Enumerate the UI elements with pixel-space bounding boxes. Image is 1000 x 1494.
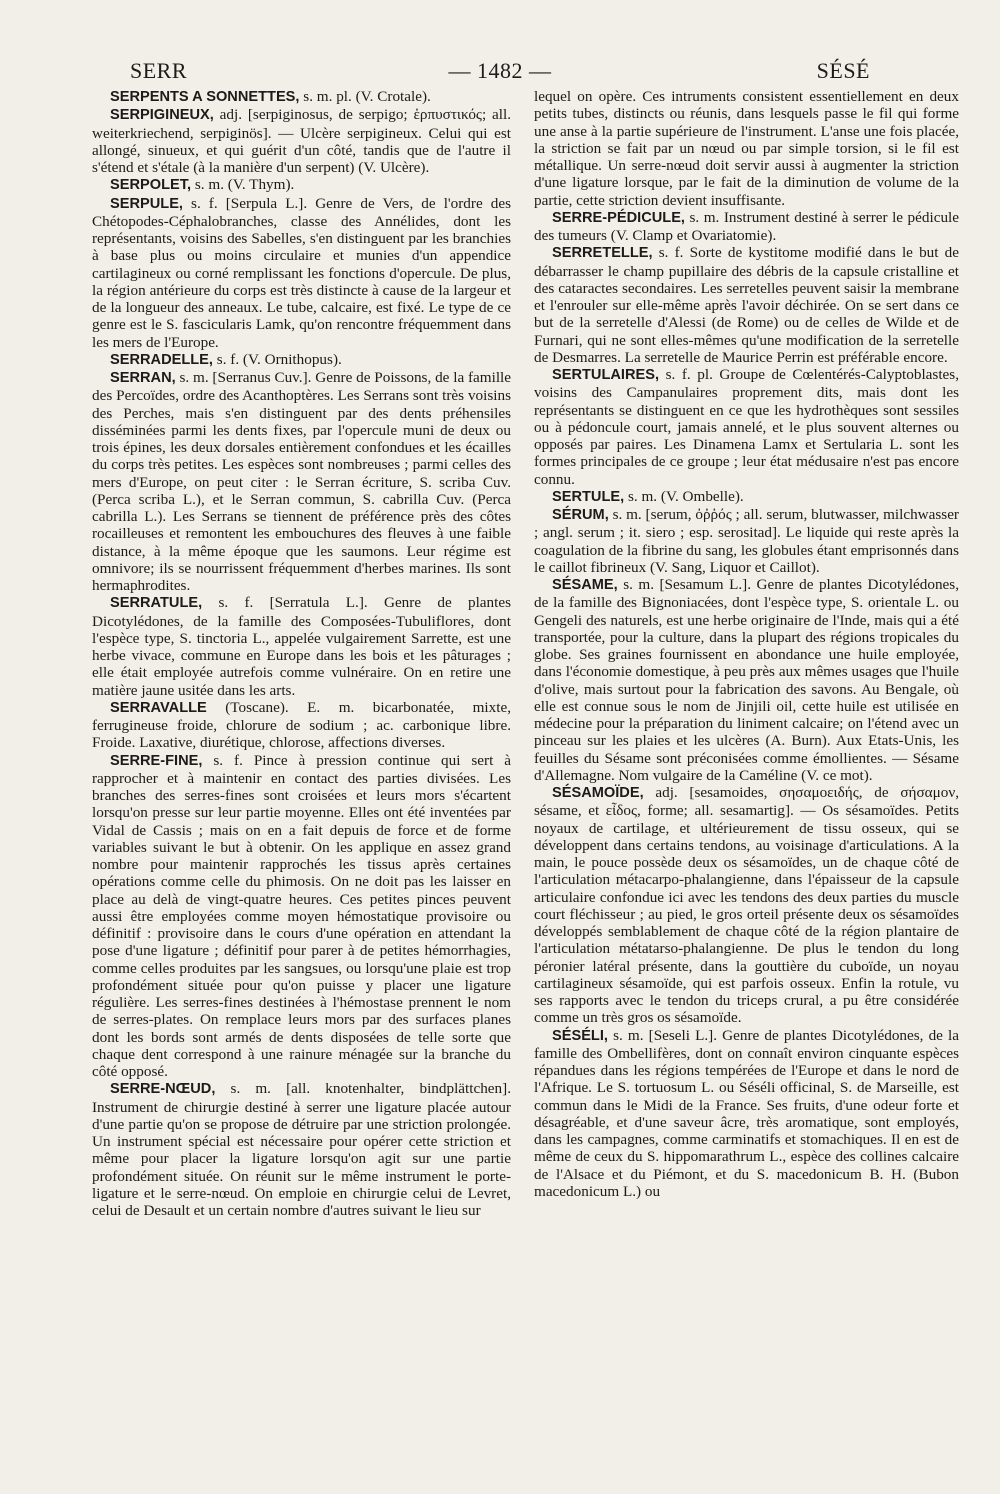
headword: SERPOLET, (110, 177, 192, 194)
definition: s. m. Instrument destiné à serrer le pédicule des tumeurs (V. Clamp et Ovariatomie). (534, 208, 959, 244)
right-column (534, 88, 959, 1200)
entry-serum (534, 506, 959, 576)
definition: s. f. [Serpula L.]. Genre de Vers, de l'ordre des Chétopodes-Céphalobranches, classe des Annélides, dont les représentants, voisins des Sabelles, s'en distinguent par les branchies à base plus ou moins circulaire et munies d'un appendice cartilagineux ou corné remplissant les fonctions d'opercule. De plus, la région antérieure du corps est très distincte à cause de la largeur et de la longueur des anneaux. Le tube, calcaire, est fixé. Le type de ce genre est le S. fascicularis Lamk, qu'on rencontre fréquemment dans les mers de l'Europe. (92, 194, 511, 351)
entry-serre-noeud (92, 1080, 511, 1219)
definition: s. m. (V. Ombelle). (627, 487, 744, 505)
entry-sertulaires (534, 366, 959, 488)
entry-serpents-a-sonnettes (92, 88, 511, 106)
headword: SERPENTS A SONNETTES, (110, 89, 300, 105)
headword: SERPIGINEUX, (110, 107, 214, 124)
running-header (130, 58, 870, 88)
entry-sertule (534, 488, 959, 506)
headword: SÉRUM, (552, 507, 609, 523)
definition: adj. [serpiginosus, de serpigo; ἑρπυστικός; all. weiterkriechend, serpiginös]. — Ulcère serpigineux. Celui qui est allongé, sinueux, et qui guérit d'un côté, tandis que de l'autre il s'étend et s'étale (à la manière d'un serpent) (V. Ulcère). (92, 106, 511, 176)
entry-serre-fine (92, 752, 511, 1081)
headword: SERRE-FINE, (110, 752, 203, 769)
entry-serpigineux (92, 106, 511, 176)
definition: s. f. pl. Groupe de Cœlentérés-Calyptoblastes, voisins des Campanulaires proprement dits, mais dont les représentants se distinguent en ce que les hydrothèques sont sessiles ou à pédoncule court, jamais annelé, et le plus souvent alternes ou opposés par paires. Les Dinamena Lamx et Sertularia L. sont les formes principales de ce groupe ; leur état médusaire n'est pas encore connu. (534, 366, 959, 488)
headword: SERRATULE, (110, 595, 203, 612)
headword: SERTULE, (552, 488, 625, 505)
definition: adj. [sesamoides, σησαμοειδής, de σήσαμον, sésame, et εἶδος, forme; all. sesamartig]. — Os sésamoïdes. Petits noyaux de cartilage, et ultérieurement de tissu osseux, qui se développent dans certains tendons, au voisinage d'articulations. A la main, le pouce possède deux os sésamoïdes, un de chaque côté de l'articulation métacarpo-phalangienne, dans l'épaisseur de la capsule articulaire confondue ici avec les tendons des deux parties du muscle court fléchisseur ; au pied, le gros orteil présente deux os sésamoïdes développés semblablement de chaque côté de la région plantaire de l'articulation métatarso-phalangienne. De plus le tendon du long péronier latéral présente, dans la gouttière du cuboïde, un noyau cartilagineux sésamoïde, qui est parfois osseux. Enfin la rotule, vu ses rapports avec le tendon du triceps crural, a pu être considérée comme un très gros os sésamoïde. (534, 784, 959, 1027)
definition: s. m. (V. Thym). (194, 176, 295, 194)
page-number: — 1482 — (448, 58, 552, 83)
entry-serpule (92, 195, 511, 351)
headword: SERRETELLE, (552, 245, 653, 262)
headword: SERRADELLE, (110, 351, 213, 368)
entry-serpolet (92, 176, 511, 194)
definition: s. m. [serum, ὀῤῥός ; all. serum, blutwasser, milchwasser ; angl. serum ; it. siero ; esp. serositad]. Le liquide qui reste après la coagulation de la fibrine du sang, les globules étant emprisonnés dans le caillot fibrineux (V. Sang, Liquor et Caillot). (534, 506, 959, 576)
definition: s. m. pl. (V. Crotale). (303, 88, 431, 105)
entry-serravalle (92, 699, 511, 752)
definition: s. f. (V. Ornithopus). (216, 350, 342, 368)
entry-continuation (534, 88, 959, 209)
entry-serre-pedicule (534, 209, 959, 245)
headword: SÉSAMOÏDE, (552, 785, 644, 801)
entry-sesamoide (534, 784, 959, 1027)
definition: (Toscane). E. m. bicarbonatée, mixte, ferrugineuse froide, chlorure de sodium ; ac. carbonique libre. Froide. Laxative, diurétique, chlorose, affections diverses. (92, 698, 511, 752)
headword: SERRAVALLE (110, 699, 207, 716)
definition: s. m. [Sesamum L.]. Genre de plantes Dicotylédones, de la famille des Bignoniacées, dont l'espèce type, S. orientale L. ou Gengeli des naturels, est une herbe originaire de l'Inde, mais qui a été transportée, pour la culture, dans la plupart des régions tropicales du globe. Ses graines fournissent en abondance une huile employée, dans l'économie domestique, à peu près aux mêmes usages que l'huile d'olive, mais surtout pour la fabrication des savons. Au Bengale, où elle est connue sous le nom de Jinjili oil, cette huile est utilisée en médecine pour la préparation du liniment calcaire; on l'étend avec un pinceau sur les plaies et les ulcères (A. Burn). Aux Etats-Unis, les feuilles du Sésame sont préconisées comme émollientes. — Sésame d'Allemagne. Nom vulgaire de la Caméline (V. ce mot). (534, 576, 960, 784)
entry-serratule (92, 594, 511, 699)
entry-sesame (534, 576, 959, 784)
left-column (92, 88, 511, 1219)
entry-seseli (534, 1027, 959, 1201)
headword: SÉSAME, (552, 577, 618, 593)
entry-serran (92, 369, 511, 594)
definition: s. m. [Seseli L.]. Genre de plantes Dicotylédones, de la famille des Ombellifères, dont on connaît environ cinquante espèces répandues dans les régions tempérées de l'Europe et dans le nord de l'Afrique. Le S. tortuosum L. ou Séséli officinal, S. de Marseille, est commun dans le Midi de la France. Ses fruits, d'une odeur forte et désagréable, et d'une saveur âcre, très aromatique, sont employés, dans les campagnes, comme carminatifs et stomachiques. Il en est de même de ceux du S. hippomarathrum L., espèce des collines calcaire de l'Alsace et du Piémont, et du S. macedonicum B. H. (Bubon macedonicum L.) ou (534, 1026, 960, 1200)
definition: lequel on opère. Ces intruments consistent essentiellement en deux petits tubes, distincts ou réunis, dans lesquels passe le fil qui forme une anse à la partie supérieure de l'instrument. L'anse une fois placée, la striction se fait par un nœud ou par simple torsion, si le fil est métallique. Un serre-nœud doit servir aussi à augmenter la striction d'une ligature lorsque, par le fait de la diminution de volume de la partie, cette striction devient insuffisante. (534, 88, 959, 209)
header-right-guideword: SÉSÉ (816, 58, 870, 83)
entry-serretelle (534, 244, 959, 366)
headword: SERPULE, (110, 195, 183, 212)
headword: SÉSÉLI, (552, 1027, 608, 1044)
definition: s. f. Sorte de kystitome modifié dans le but de débarrasser le champ pupillaire des débris de la capsule cristalline et des cataractes secondaires. Les serretelles peuvent saisir la membrane et l'enrouler sur elle-même après l'avoir déchirée. On se sert dans ce but de la serretelle d'Alessi (de Rome) ou de celles de Wilde et de Furnari, qui ne sont elles-mêmes qu'une modification de la serretelle de Desmarres. La serretelle de Maurice Perrin est préférable encore. (534, 244, 960, 366)
header-left-guideword: SERR (130, 58, 188, 83)
definition: s. f. [Serratula L.]. Genre de plantes Dicotylédones, de la famille des Composées-Tubuliflores, dont l'espèce type, S. tinctoria L., appelée vulgairement Sarrette, est une herbe vivace, commune en Europe dans les bois et les pâturages ; elle était employée autrefois comme vulnéraire. On en retire une matière jaune usitée dans les arts. (92, 594, 512, 699)
definition: s. m. [Serranus Cuv.]. Genre de Poissons, de la famille des Percoïdes, ordre des Acanthoptères. Les Serrans sont très voisins des Perches, mais s'en distinguent par des dents préhensiles disséminées parmi les dents fixes, par l'opercule muni de deux ou trois épines, les deux dorsales entièrement confondues et les écailles du corps très petites. Les espèces sont nombreuses ; parmi celles des mers d'Europe, on peut citer : le Serran écriture, S. scriba Cuv. (Perca scriba L.), et le Serran commun, S. cabrilla Cuv. (Perca cabrilla L.). Les Serrans se tiennent de préférence près des côtes rocailleuses et remontent les embouchures des fleuves à une faible distance, à la même époque que les saumons. Leur régime est omnivore; ils se nourrissent fréquemment d'herbes marines. Ils sont hermaphrodites. (92, 369, 512, 594)
headword: SERTULAIRES, (552, 367, 660, 383)
headword: SERRE-PÉDICULE, (552, 209, 685, 226)
headword: SERRE-NŒUD, (110, 1081, 216, 1098)
entry-serradelle (92, 351, 511, 369)
definition: s. f. Pince à pression continue qui sert à rapprocher et à maintenir en contact des parties divisées. Les branches des serres-fines sont croisées et leurs mors s'écartent lorsqu'on presse sur leur partie moyenne. Elles ont été inventées par Vidal de Cassis ; mais on en a fait depuis de force et de forme variables suivant le but à obtenir. On les applique en assez grand nombre pour maintenir rapprochés les tissus après certaines opérations comme celle du phimosis. On ne doit pas les laisser en place au delà de vingt-quatre heures. Ces petites pinces peuvent aussi être employées comme moyen hémostatique provisoire ou définitif : provisoire dans le cours d'une opération en attendant la pose d'une ligature ; définitif pour parer à de petites hémorrhagies, comme celles produites par les sangsues, ou lorsqu'une plaie est trop profondément située pour qu'on puisse y placer une ligature régulière. Les serres-fines destinées à l'hémostase prennent le nom de serres-plates. On remplace leurs mors par des surfaces planes dont les bords sont armés de dents disposées de telle sorte que chaque dent correspond à une rainure ménagée sur la branche du côté opposé. (92, 751, 511, 1080)
definition: s. m. [all. knotenhalter, bindplättchen]. Instrument de chirurgie destiné à serrer une ligature placée autour d'une partie qu'on se propose de détruire par une striction prolongée. Un instrument spécial est nécessaire pour opérer cette striction et même pour placer la ligature lorsqu'on agit sur une partie profondément située. On réunit sur le même instrument le porte-ligature et le serre-nœud. On emploie en chirurgie celui de Levret, celui de Desault et un certain nombre d'autres suivant le lieu sur (92, 1080, 511, 1219)
headword: SERRAN, (110, 370, 176, 386)
